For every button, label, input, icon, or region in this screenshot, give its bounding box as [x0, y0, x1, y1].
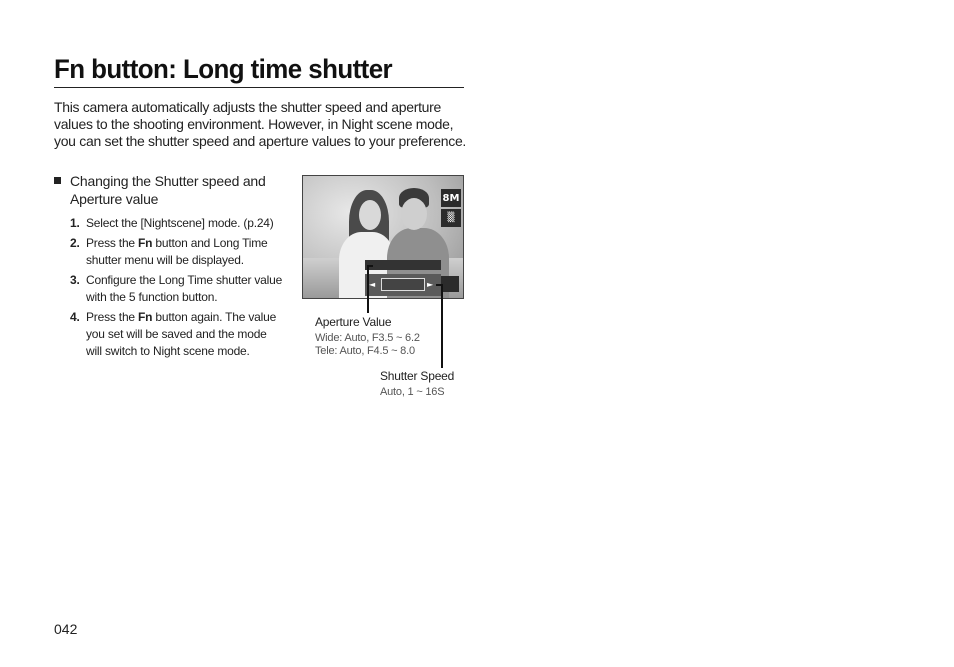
shutter-callout-line [441, 284, 443, 368]
fn-key-label: Fn [138, 310, 153, 324]
intro-line: This camera automatically adjusts the shutter speed and aperture [54, 99, 442, 115]
fn-key-label: Fn [138, 236, 153, 250]
photo-man-face [401, 198, 427, 230]
page-number: 042 [54, 621, 78, 637]
title-underline [54, 87, 464, 88]
steps-list [70, 215, 300, 363]
step-number: 2. [70, 236, 80, 250]
step-item [70, 235, 300, 269]
intro-line: you can set the shutter speed and aperture values to your preference. [54, 133, 467, 149]
page-title: Fn button: Long time shutter [54, 54, 393, 84]
arrow-left-icon: ◄ [369, 280, 376, 289]
shutter-speed-label: Shutter Speed [380, 369, 455, 383]
square-bullet-icon [54, 177, 61, 184]
quality-icon: ▒ [441, 209, 461, 227]
aperture-value-label: Aperture Value [315, 315, 392, 329]
step-line: Configure the Long Time shutter value [86, 273, 283, 287]
arrow-right-icon: ► [427, 280, 434, 289]
step-line: you set will be saved and the mode [86, 327, 267, 341]
shutter-speed-range: Auto, 1 ~ 16S [380, 386, 445, 398]
step-item [70, 272, 300, 306]
aperture-wide-range: Wide: Auto, F3.5 ~ 6.2 [315, 332, 420, 344]
aperture-callout-tick [367, 265, 373, 267]
photo-woman-face [359, 200, 381, 230]
step-item [70, 215, 300, 232]
step-line: will switch to Night scene mode. [86, 344, 250, 358]
step-number: 1. [70, 216, 80, 230]
step-number: 3. [70, 273, 80, 287]
aperture-callout-line [367, 265, 369, 313]
resolution-8m-icon: 8M [441, 189, 461, 207]
aperture-tele-range: Tele: Auto, F4.5 ~ 8.0 [315, 345, 415, 357]
intro-line: values to the shooting environment. However, in Night scene mode, [54, 116, 454, 132]
section-heading-line: Changing the Shutter speed and [70, 173, 266, 189]
long-time-menu-header [365, 260, 441, 270]
aperture-value-box [381, 278, 425, 291]
step-line: with the 5 function button. [86, 290, 218, 304]
intro-paragraph [54, 99, 474, 150]
shutter-speed-icon [441, 276, 459, 292]
section-heading-line: Aperture value [70, 191, 159, 207]
step-line: Press the Fn button again. The value [86, 310, 277, 324]
step-line: Press the Fn button and Long Time [86, 236, 268, 250]
step-line: shutter menu will be displayed. [86, 253, 244, 267]
step-line: Select the [Nightscene] mode. (p.24) [86, 216, 274, 230]
camera-lcd-illustration [302, 175, 464, 299]
shutter-callout-tick [436, 284, 443, 286]
step-item [70, 309, 300, 360]
step-number: 4. [70, 310, 80, 324]
section-heading [54, 172, 294, 208]
